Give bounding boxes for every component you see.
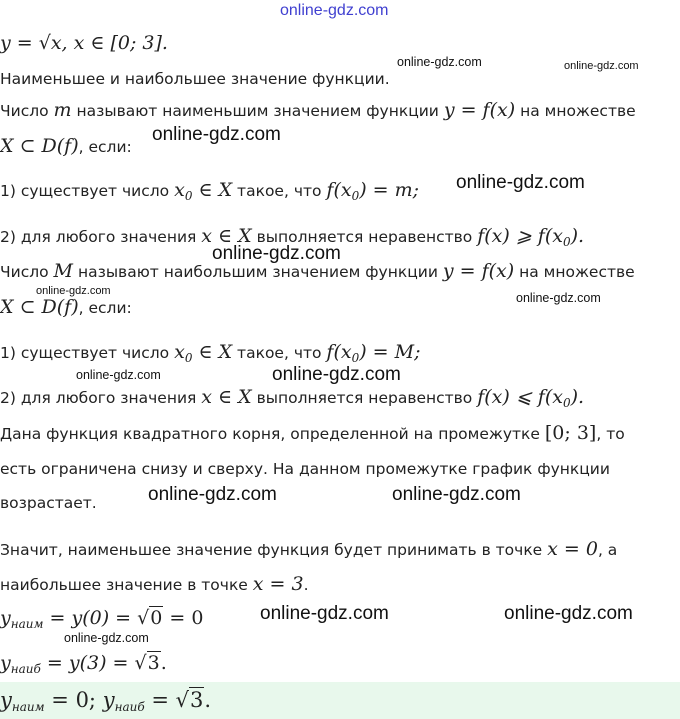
answer-line <box>0 689 211 718</box>
subscript: 0 <box>562 396 571 410</box>
watermark: online-gdz.com <box>397 55 482 69</box>
subscript: 0 <box>351 351 360 365</box>
math: = y(3) = <box>40 652 135 674</box>
math: = y(0) = <box>43 607 138 629</box>
math: x ∈ X <box>201 225 252 247</box>
sqrt-sign: √ <box>175 688 190 712</box>
condition-min-1 <box>0 179 419 207</box>
subscript: 0 <box>351 189 360 203</box>
text: наибольшее значение в точке <box>0 576 253 594</box>
math: = <box>144 688 176 712</box>
text: выполняется неравенство <box>251 389 478 407</box>
watermark: online-gdz.com <box>148 484 277 505</box>
math-interval: [0; 3] <box>544 422 597 444</box>
definition-min-set <box>0 135 132 158</box>
text: Число <box>0 102 54 120</box>
watermark: online-gdz.com <box>212 243 341 264</box>
subscript: наим <box>11 700 45 714</box>
math: y <box>0 607 11 629</box>
text: . <box>303 576 309 594</box>
watermark-top: online-gdz.com <box>280 2 389 19</box>
watermark: online-gdz.com <box>456 172 585 193</box>
math: x = 0 <box>547 538 598 560</box>
text: 2) для любого значения <box>0 389 202 407</box>
explanation-line-3: возрастает. <box>0 494 97 512</box>
explanation-line-2: есть ограничена снизу и сверху. На данном промежутке график функции <box>0 460 610 478</box>
text: , а <box>597 541 618 559</box>
answer-box <box>0 682 680 719</box>
conclusion-line-2 <box>0 573 309 596</box>
math: ). <box>570 225 585 247</box>
definition-min <box>0 99 636 122</box>
formula: y = √x, x ∈ [0; 3]. <box>0 32 168 54</box>
condition-max-2 <box>0 386 584 414</box>
max-value-calc <box>0 652 167 680</box>
math: f(x) ⩾ f(x <box>477 225 563 247</box>
subscript: 0 <box>184 189 193 203</box>
conclusion-line-1 <box>0 538 617 561</box>
math-fx: y = f(x) <box>442 260 515 282</box>
sqrt-value: 0 <box>150 607 163 629</box>
sqrt-value: 3 <box>147 652 160 674</box>
subscript: наиб <box>10 662 41 676</box>
text: называют наибольшим значением функции <box>73 263 443 281</box>
watermark: online-gdz.com <box>36 285 111 297</box>
math: ∈ X <box>192 341 233 363</box>
text: называют наименьшим значением функции <box>71 102 444 120</box>
math: = 0; <box>44 688 103 712</box>
text: такое, что <box>232 344 327 362</box>
math: = 0 <box>163 607 204 629</box>
text: , если: <box>78 138 132 156</box>
math: x <box>174 179 185 201</box>
math: . <box>204 688 212 712</box>
subscript: 0 <box>562 235 571 249</box>
math: ) = M; <box>359 341 421 363</box>
text: Число <box>0 263 54 281</box>
text: выполняется неравенство <box>251 228 478 246</box>
text: Значит, наименьшее значение функция будет принимать в точке <box>0 541 548 559</box>
watermark: online-gdz.com <box>64 631 149 645</box>
text: 1) существует число <box>0 344 175 362</box>
text: , если: <box>78 299 132 317</box>
watermark: online-gdz.com <box>392 484 521 505</box>
watermark: online-gdz.com <box>76 368 161 382</box>
subscript: 0 <box>184 351 193 365</box>
math: y <box>0 688 12 712</box>
text: 2) для любого значения <box>0 228 202 246</box>
math: x = 3 <box>252 573 304 595</box>
subscript: наиб <box>114 700 145 714</box>
math: f(x <box>326 179 352 201</box>
math-M: M <box>53 260 74 282</box>
text: , то <box>596 425 625 443</box>
math: f(x) ⩽ f(x <box>477 386 563 408</box>
text: Дана функция квадратного корня, определенной на промежутке <box>0 425 545 443</box>
math: ). <box>570 386 585 408</box>
heading-min-max: Наименьшее и наибольшее значение функции. <box>0 70 390 88</box>
text: на множестве <box>514 263 635 281</box>
explanation-line-1 <box>0 422 625 445</box>
sqrt-sign: √ <box>137 607 150 629</box>
math: . <box>160 652 167 674</box>
math-fx: y = f(x) <box>443 99 516 121</box>
math: y <box>0 652 11 674</box>
math: x ∈ X <box>201 386 252 408</box>
math: y <box>102 688 115 712</box>
math-set: X ⊂ D(f) <box>0 296 79 318</box>
definition-max-set <box>0 296 132 319</box>
math: x <box>174 341 185 363</box>
math: ) = m; <box>359 179 420 201</box>
sqrt-value: 3 <box>190 688 204 712</box>
math: ∈ X <box>192 179 233 201</box>
math-m: m <box>53 99 72 121</box>
subscript: наим <box>10 617 44 631</box>
watermark: online-gdz.com <box>504 603 633 624</box>
text: такое, что <box>232 182 327 200</box>
watermark: online-gdz.com <box>272 364 401 385</box>
math: f(x <box>326 341 352 363</box>
watermark: online-gdz.com <box>260 603 389 624</box>
function-definition <box>0 32 168 55</box>
text: на множестве <box>515 102 636 120</box>
watermark: online-gdz.com <box>516 291 601 305</box>
math-set: X ⊂ D(f) <box>0 135 79 157</box>
watermark: online-gdz.com <box>152 124 281 145</box>
watermark: online-gdz.com <box>564 60 639 72</box>
text: 1) существует число <box>0 182 175 200</box>
sqrt-sign: √ <box>134 652 147 674</box>
